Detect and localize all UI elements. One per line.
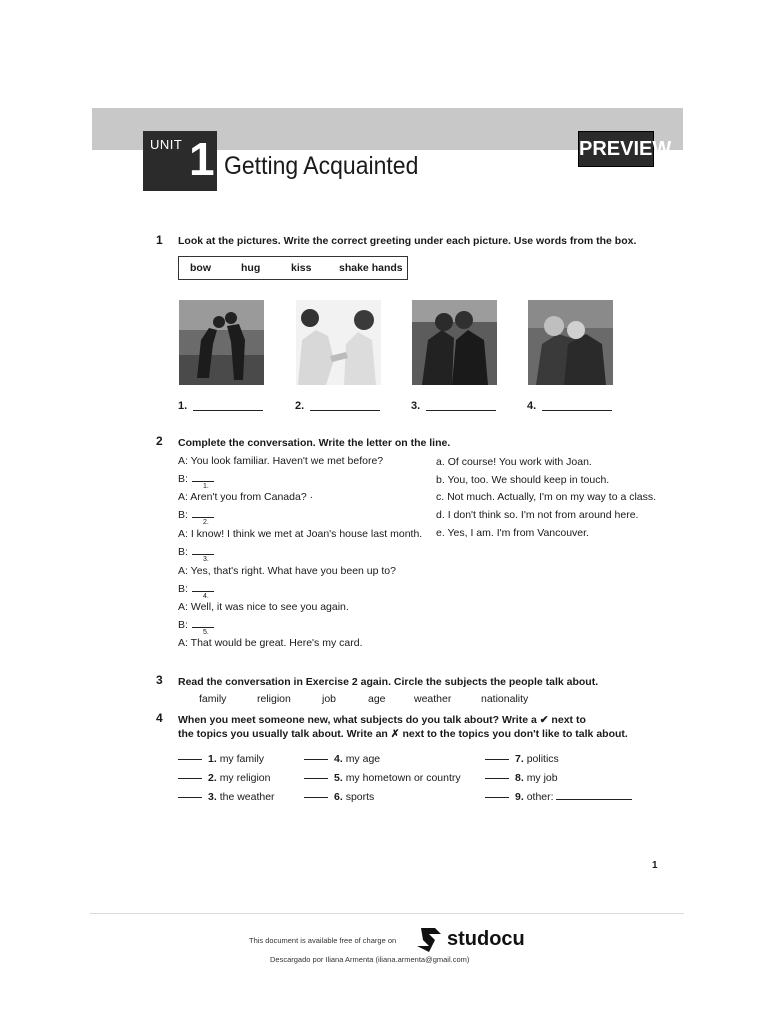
ex4-instruction-line1: When you meet someone new, what subjects do you talk about? Write a ✔ next to <box>178 714 586 726</box>
unit-number: 1 <box>189 133 215 185</box>
blank-number: 2. <box>295 400 305 412</box>
topic-item[interactable] <box>178 772 270 784</box>
speaker: B: <box>178 473 188 485</box>
unit-word: UNIT <box>150 137 183 152</box>
response-option <box>436 527 589 539</box>
topic-label: my job <box>526 772 558 784</box>
speaker: B: <box>178 619 188 631</box>
topic-label: my family <box>219 753 265 765</box>
dialog-line <box>178 601 349 613</box>
topic-label: politics <box>526 753 559 765</box>
topic-number: 3. <box>208 791 217 803</box>
word-box <box>178 256 408 280</box>
preview-badge: PREVIEW <box>578 131 654 167</box>
subject-word[interactable]: religion <box>257 693 291 705</box>
photo-shake-hands <box>296 300 381 385</box>
option-text: Of course! You work with Joan. <box>447 456 592 468</box>
topic-label: the weather <box>219 791 275 803</box>
page-number: 1 <box>652 860 658 871</box>
dialog-text: Aren't you from Canada? · <box>190 491 314 503</box>
speaker: A: <box>178 491 188 503</box>
answer-line[interactable] <box>192 481 214 482</box>
dialog-text: That would be great. Here's my card. <box>190 637 363 649</box>
ex1-instruction: Look at the pictures. Write the correct greeting under each picture. Use words from the box. <box>178 235 637 247</box>
unit-title: Getting Acquainted <box>224 152 419 180</box>
answer-line[interactable] <box>192 591 214 592</box>
topic-number: 2. <box>208 772 217 784</box>
word-box-item: hug <box>241 262 261 274</box>
option-letter: b. <box>436 474 445 486</box>
answer-blank-4[interactable] <box>527 400 612 412</box>
footer-downloaded-text: Descargado por Iliana Armenta (iliana.armenta@gmail.com) <box>270 955 470 964</box>
studocu-logo-icon[interactable] <box>415 925 443 955</box>
line-number: 2. <box>203 519 209 526</box>
speaker: A: <box>178 601 188 613</box>
topic-number: 6. <box>334 791 343 803</box>
dialog-line <box>178 637 363 649</box>
option-letter: c. <box>436 491 445 503</box>
speaker: B: <box>178 546 188 558</box>
topic-number: 5. <box>334 772 343 784</box>
dialog-line <box>178 491 313 503</box>
option-text: You, too. We should keep in touch. <box>447 474 610 486</box>
option-letter: d. <box>436 509 445 521</box>
topic-label: my age <box>345 753 381 765</box>
photo-kiss <box>412 300 497 385</box>
option-letter: e. <box>436 527 445 539</box>
option-text: Not much. Actually, I'm on my way to a class. <box>447 491 657 503</box>
line-number: 1. <box>203 483 209 490</box>
subject-word[interactable]: nationality <box>481 693 529 705</box>
word-box-item: shake hands <box>339 262 403 274</box>
answer-blank-3[interactable] <box>411 400 496 412</box>
line-number: 4. <box>203 593 209 600</box>
speaker: B: <box>178 509 188 521</box>
topic-item[interactable] <box>304 791 374 803</box>
subject-word[interactable]: family <box>199 693 227 705</box>
dialog-text: Well, it was nice to see you again. <box>190 601 349 613</box>
answer-line[interactable] <box>192 554 214 555</box>
answer-blank-2[interactable] <box>295 400 380 412</box>
topic-item[interactable] <box>304 772 461 784</box>
photo-hug <box>528 300 613 385</box>
topic-item[interactable] <box>178 791 275 803</box>
ex2-number: 2 <box>156 434 163 448</box>
footer-divider <box>90 913 684 914</box>
photo-bow <box>179 300 264 385</box>
speaker: A: <box>178 637 188 649</box>
ex3-instruction: Read the conversation in Exercise 2 again. Circle the subjects the people talk about. <box>178 676 599 688</box>
topic-number: 4. <box>334 753 343 765</box>
speaker: B: <box>178 583 188 595</box>
topic-label: sports <box>345 791 375 803</box>
word-box-item: kiss <box>291 262 312 274</box>
ex2-instruction: Complete the conversation. Write the letter on the line. <box>178 437 451 449</box>
topic-item[interactable] <box>178 753 264 765</box>
subject-word[interactable]: weather <box>414 693 452 705</box>
studocu-brand[interactable]: studocu <box>447 928 525 950</box>
topic-label: other: <box>526 791 554 803</box>
response-option <box>436 456 592 468</box>
topic-item[interactable] <box>485 772 558 784</box>
dialog-line <box>178 455 383 467</box>
speaker: A: <box>178 528 188 540</box>
answer-line[interactable] <box>192 517 214 518</box>
subject-word[interactable]: age <box>368 693 386 705</box>
line-number: 5. <box>203 629 209 636</box>
blank-number: 3. <box>411 400 421 412</box>
dialog-line <box>178 565 396 577</box>
topic-item[interactable] <box>485 791 632 803</box>
word-box-item: bow <box>190 262 211 274</box>
ex3-number: 3 <box>156 673 163 687</box>
response-option <box>436 491 656 503</box>
line-number: 3. <box>203 556 209 563</box>
topic-number: 8. <box>515 772 524 784</box>
answer-blank-1[interactable] <box>178 400 263 412</box>
option-text: Yes, I am. I'm from Vancouver. <box>447 527 589 539</box>
blank-number: 1. <box>178 400 188 412</box>
topic-item[interactable] <box>304 753 380 765</box>
speaker: A: <box>178 455 188 467</box>
footer-available-text: This document is available free of charge on <box>249 936 397 945</box>
other-answer-line[interactable] <box>556 799 632 800</box>
dialog-line <box>178 528 422 540</box>
topic-label: my religion <box>219 772 271 784</box>
topic-number: 9. <box>515 791 524 803</box>
option-letter: a. <box>436 456 445 468</box>
dialog-text: You look familiar. Haven't we met before? <box>190 455 384 467</box>
subject-word[interactable]: job <box>322 693 337 705</box>
blank-number: 4. <box>527 400 537 412</box>
topic-item[interactable] <box>485 753 559 765</box>
ex4-instruction-line2: the topics you usually talk about. Write an ✗ next to the topics you don't like to talk about. <box>178 728 628 740</box>
option-text: I don't think so. I'm not from around here. <box>447 509 639 521</box>
dialog-text: Yes, that's right. What have you been up to? <box>190 565 396 577</box>
answer-line[interactable] <box>192 627 214 628</box>
dialog-text: I know! I think we met at Joan's house last month. <box>190 528 423 540</box>
topic-number: 7. <box>515 753 524 765</box>
unit-badge <box>143 131 217 191</box>
response-option <box>436 509 638 521</box>
speaker: A: <box>178 565 188 577</box>
ex1-number: 1 <box>156 233 163 247</box>
ex4-number: 4 <box>156 711 163 725</box>
response-option <box>436 474 609 486</box>
topic-number: 1. <box>208 753 217 765</box>
topic-label: my hometown or country <box>345 772 461 784</box>
